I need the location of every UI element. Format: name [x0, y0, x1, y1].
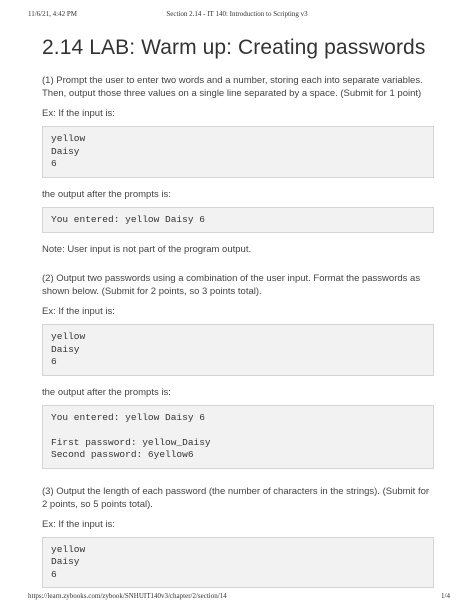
part2-input-block: yellow Daisy 6 — [42, 324, 434, 376]
part3-example-label: Ex: If the input is: — [42, 518, 115, 530]
print-footer — [0, 592, 474, 604]
page-title: 2.14 LAB: Warm up: Creating passwords — [42, 36, 426, 59]
part2-instructions: (2) Output two passwords using a combination of the user input. Format the passwords as shown below. (Submit for 2 points, so 3 points total). — [42, 273, 421, 297]
part1-instructions: (1) Prompt the user to enter two words and a number, storing each into separate variables. Then, output those three values on a single line separated by a space. (Submit for 1 point) — [42, 75, 423, 99]
part1-output-block: You entered: yellow Daisy 6 — [42, 207, 434, 234]
print-page-number: 1/4 — [441, 592, 450, 600]
print-page-title: Section 2.14 - IT 140: Introduction to Scripting v3 — [166, 10, 308, 18]
part1-input-block: yellow Daisy 6 — [42, 126, 434, 178]
part2-output-block: You entered: yellow Daisy 6 First password: yellow_Daisy Second password: 6yellow6 — [42, 405, 434, 469]
part3-input-block: yellow Daisy 6 — [42, 537, 434, 589]
print-header — [0, 10, 474, 22]
part1-output-label: the output after the prompts is: — [42, 188, 171, 200]
part2-example-label: Ex: If the input is: — [42, 306, 115, 317]
lab-content — [42, 36, 434, 588]
part1-example-label: Ex: If the input is: — [42, 108, 115, 119]
print-datetime: 11/6/21, 4:42 PM — [28, 10, 77, 18]
part1-note: Note: User input is not part of the program output. — [42, 244, 252, 255]
part3-instructions: (3) Output the length of each password (the number of characters in the strings). (Submit for 2 points, so 5 points total). — [42, 485, 430, 510]
print-url: https://learn.zybooks.com/zybook/SNHUIT140v3/chapter/2/section/14 — [28, 592, 227, 600]
part2-output-label: the output after the prompts is: — [42, 386, 171, 398]
